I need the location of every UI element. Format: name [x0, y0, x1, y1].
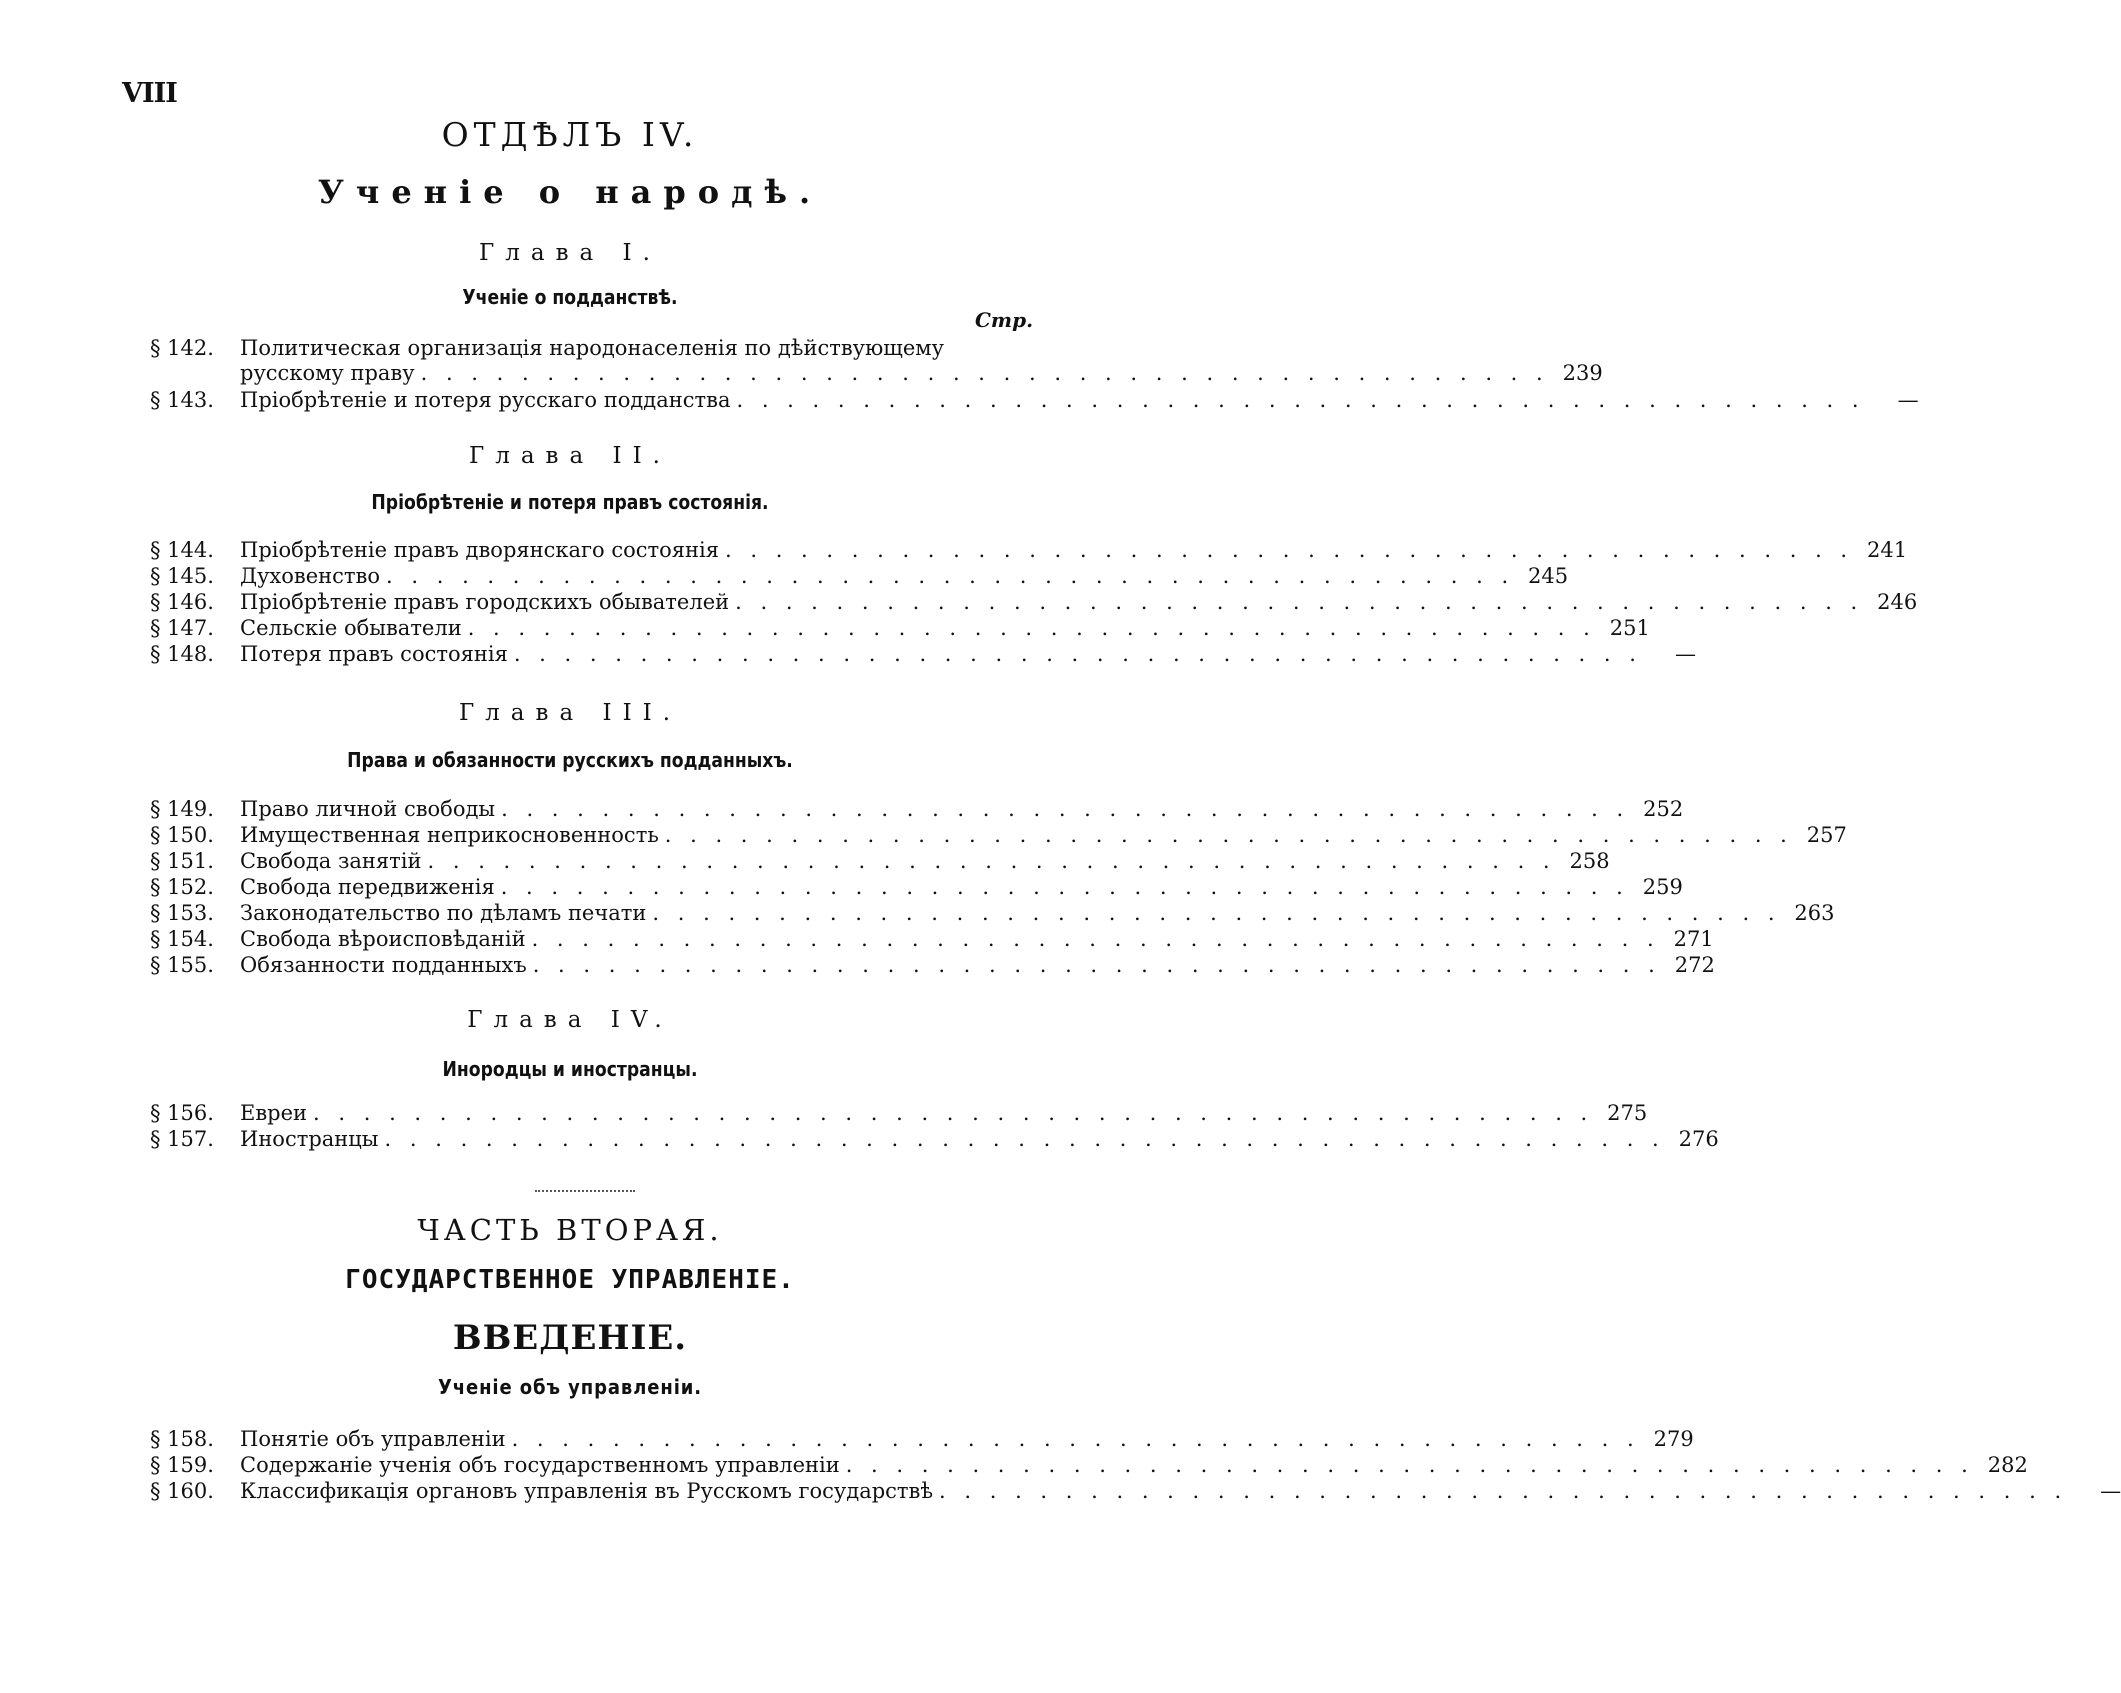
- entry-title: Имущественная неприкосновенность: [240, 823, 659, 847]
- toc-entry: [150, 537, 1908, 563]
- section-number: § 145.: [150, 564, 214, 588]
- entry-title: Иностранцы: [240, 1127, 379, 1151]
- entry-title: Потеря правъ состоянія: [240, 642, 508, 666]
- section-number: § 146.: [150, 590, 214, 614]
- leader-dots: . . . . . . . . . . . . . . . . . . . . . . . . . . . . . . . . . . . . . . . . . . . . .: [735, 590, 1864, 614]
- toc-entry: [150, 952, 1715, 978]
- page-ref: 252: [1643, 797, 1684, 821]
- entry-title: Содержаніе ученія объ государственномъ управленіи: [240, 1453, 840, 1477]
- toc-entry: [150, 563, 1569, 589]
- section-title: ОТДѢЛЪ IV.: [441, 115, 699, 154]
- entry-title: Свобода занятій: [240, 849, 422, 873]
- page-ref: 258: [1569, 849, 1610, 873]
- page-ref: 276: [1678, 1127, 1719, 1151]
- page-column-label: Стр.: [975, 308, 1034, 332]
- section-number: § 148.: [150, 642, 214, 666]
- entry-title: Обязанности подданныхъ: [240, 953, 527, 977]
- page-ref: —: [1897, 388, 1919, 412]
- leader-dots: . . . . . . . . . . . . . . . . . . . . . . . . . . . . . . . . . . . . . . . . . . . . .: [664, 823, 1793, 847]
- toc-entry: [150, 848, 1610, 874]
- section-number: § 151.: [150, 849, 214, 873]
- page-ref: 272: [1674, 953, 1715, 977]
- leader-dots: . . . . . . . . . . . . . . . . . . . . . . . . . . . . . . . . . . . . . . . . . . . . .: [725, 538, 1854, 562]
- entry-title: Духовенство: [240, 564, 381, 588]
- section-number: § 153.: [150, 901, 214, 925]
- entry-title: Пріобрѣтеніе правъ дворянскаго состоянія: [240, 538, 719, 562]
- leader-dots: . . . . . . . . . . . . . . . . . . . . . . . . . . . . . . . . . . . . . . . . . . . . .: [939, 1479, 2068, 1503]
- toc-entry: [150, 1426, 1694, 1452]
- section-number: § 150.: [150, 823, 214, 847]
- section-number: § 152.: [150, 875, 214, 899]
- page-ref: 263: [1794, 901, 1835, 925]
- page-ref: 282: [1987, 1453, 2028, 1477]
- leader-dots: . . . . . . . . . . . . . . . . . . . . . . . . . . . . . . . . . . . . . . . . . . . . .: [532, 953, 1661, 977]
- section-number: § 158.: [150, 1427, 214, 1451]
- toc-entry: [150, 874, 1683, 900]
- section-number: § 149.: [150, 797, 214, 821]
- leader-dots: . . . . . . . . . . . . . . . . . . . . . . . . . . . . . . . . . . . . . . . . . . . . .: [652, 901, 1781, 925]
- page-ref: 257: [1806, 823, 1847, 847]
- page-ref: 251: [1609, 616, 1650, 640]
- entry-title: Право личной свободы: [240, 797, 496, 821]
- entry-title: Свобода вѣроисповѣданій: [240, 927, 526, 951]
- leader-dots: . . . . . . . . . . . . . . . . . . . . . . . . . . . . . . . . . . . . . . . . . . . . .: [501, 797, 1630, 821]
- toc-entry: [150, 822, 1847, 848]
- leader-dots: . . . . . . . . . . . . . . . . . . . . . . . . . . . . . . . . . . . . . . . . . . . . . . . . . . .: [384, 1127, 1665, 1151]
- section-number: § 143.: [150, 388, 214, 412]
- entry-title: Пріобрѣтеніе и потеря русскаго подданства: [240, 388, 731, 412]
- leader-dots: . . . . . . . . . . . . . . . . . . . . . . . . . . . . . . . . . . . . . . . . . . . . .: [845, 1453, 1974, 1477]
- toc-entry: [150, 1478, 2121, 1504]
- leader-dots: . . . . . . . . . . . . . . . . . . . . . . . . . . . . . . . . . . . . . . . . . . . . . . . . . . .: [313, 1101, 1594, 1125]
- toc-entry: [150, 926, 1714, 952]
- section-number: § 147.: [150, 616, 214, 640]
- introduction-heading: ВВЕДЕНІЕ.: [452, 1318, 688, 1358]
- leader-dots: . . . . . . . . . . . . . . . . . . . . . . . . . . . . . . . . . . . . . . . . . . . . .: [500, 875, 1629, 899]
- section-number: § 156.: [150, 1101, 214, 1125]
- chapter-title: Инородцы и иностранцы.: [442, 1057, 698, 1081]
- toc-entry: [150, 615, 1650, 641]
- entry-title: Сельскіе обыватели: [240, 616, 462, 640]
- entry-title: Пріобрѣтеніе правъ городскихъ обывателей: [240, 590, 730, 614]
- toc-entry: [150, 641, 1696, 667]
- leader-dots: . . . . . . . . . . . . . . . . . . . . . . . . . . . . . . . . . . . . . . . . . . . . .: [513, 642, 1642, 666]
- section-number: § 159.: [150, 1453, 214, 1477]
- toc-entry: [150, 1100, 1648, 1126]
- chapter-title: Ученіе о подданствѣ.: [462, 285, 678, 309]
- part-title: ЧАСТЬ ВТОРАЯ.: [417, 1213, 723, 1247]
- toc-entry: [150, 387, 1919, 413]
- chapter-title: Права и обязанности русскихъ подданныхъ.: [347, 748, 793, 772]
- page-ref: 246: [1877, 590, 1918, 614]
- page-ref: 279: [1653, 1427, 1694, 1451]
- entry-title: Свобода передвиженія: [240, 875, 495, 899]
- chapter-heading: Глава III.: [458, 700, 682, 726]
- section-number: § 160.: [150, 1479, 214, 1503]
- page-ref: 241: [1867, 538, 1908, 562]
- toc-entry: [150, 796, 1684, 822]
- part-subtitle: ГОСУДАРСТВЕННОЕ УПРАВЛЕНІЕ.: [345, 1265, 795, 1295]
- toc-entry: [150, 1126, 1719, 1152]
- toc-entry-continuation: [240, 360, 1603, 386]
- chapter-heading: Глава II.: [468, 443, 671, 469]
- introduction-title: Ученіе объ управленіи.: [437, 1375, 703, 1399]
- section-subtitle: Ученіе о народѣ.: [317, 173, 823, 211]
- page-ref: 275: [1607, 1101, 1648, 1125]
- chapter-title: Пріобрѣтеніе и потеря правъ состоянія.: [371, 490, 769, 514]
- section-number: § 154.: [150, 927, 214, 951]
- chapter-heading: Глава I.: [479, 240, 661, 266]
- chapter-heading: Глава IV.: [467, 1007, 673, 1033]
- entry-title: Классификація органовъ управленія въ Русскомъ государствѣ: [240, 1479, 934, 1503]
- section-number: § 142.: [150, 336, 214, 360]
- entry-title: Евреи: [240, 1101, 308, 1125]
- entry-title: Понятіе объ управленіи: [240, 1427, 506, 1451]
- toc-entry: [150, 900, 1835, 926]
- leader-dots: . . . . . . . . . . . . . . . . . . . . . . . . . . . . . . . . . . . . . . . . . . . . .: [420, 361, 1549, 385]
- entry-title: Политическая организація народонаселенія по дѣйствующему: [240, 336, 944, 360]
- page-ref: —: [1674, 642, 1696, 666]
- section-number: § 144.: [150, 538, 214, 562]
- page-number: VIII: [122, 78, 177, 109]
- page-ref: 259: [1642, 875, 1683, 899]
- leader-dots: . . . . . . . . . . . . . . . . . . . . . . . . . . . . . . . . . . . . . . . . . . . . .: [531, 927, 1660, 951]
- page-ref: —: [2100, 1479, 2121, 1503]
- leader-dots: . . . . . . . . . . . . . . . . . . . . . . . . . . . . . . . . . . . . . . . . . . . . .: [386, 564, 1515, 588]
- leader-dots: . . . . . . . . . . . . . . . . . . . . . . . . . . . . . . . . . . . . . . . . . . . . .: [427, 849, 1556, 873]
- separator-rule: [535, 1190, 635, 1192]
- leader-dots: . . . . . . . . . . . . . . . . . . . . . . . . . . . . . . . . . . . . . . . . . . . . .: [736, 388, 1865, 412]
- page-ref: 245: [1528, 564, 1569, 588]
- toc-entry: [150, 1452, 2028, 1478]
- entry-title: Законодательство по дѣламъ печати: [240, 901, 647, 925]
- toc-entry: [150, 589, 1918, 615]
- section-number: § 157.: [150, 1127, 214, 1151]
- entry-title-continuation: русскому праву: [240, 361, 415, 385]
- toc-entry: [150, 335, 1035, 361]
- page-ref: 271: [1673, 927, 1714, 951]
- leader-dots: . . . . . . . . . . . . . . . . . . . . . . . . . . . . . . . . . . . . . . . . . . . . .: [467, 616, 1596, 640]
- leader-dots: . . . . . . . . . . . . . . . . . . . . . . . . . . . . . . . . . . . . . . . . . . . . .: [511, 1427, 1640, 1451]
- section-number: § 155.: [150, 953, 214, 977]
- page-ref: 239: [1562, 361, 1603, 385]
